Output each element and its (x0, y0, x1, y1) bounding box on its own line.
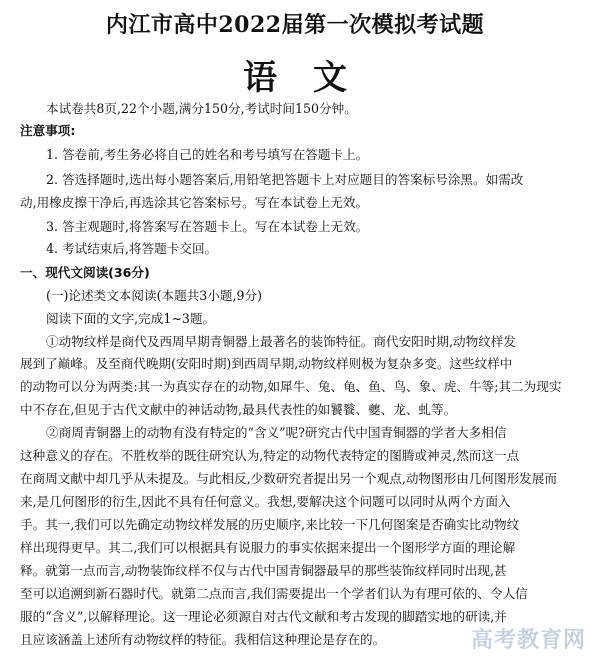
note-item-3: 3. 答主观题时,将答案写在答题卡上。写在本试卷上无效。 (46, 219, 369, 234)
section-1-heading: 一、现代文阅读(36分) (20, 265, 150, 280)
subject-title: 语文 (243, 58, 383, 98)
note-item-4: 4. 考试结束后,将答题卡交回。 (46, 241, 218, 256)
passage-line: ②商周青铜器上的动物有没有特定的“含义”呢?研究古代中国青铜器的学者大多相信 (46, 425, 507, 440)
passage-line: 在商周文献中却几乎从未提及。与此相反,少数研究者提出另一个观点,动物图形由几何图形发展而 (20, 471, 557, 486)
note-item-2-line-2: 动,用橡皮擦干净后,再选涂其它答案标号。写在本试卷上无效。 (20, 195, 369, 210)
notes-heading: 注意事项: (20, 123, 76, 138)
exam-intro: 本试卷共8页,22个小题,满分150分,考试时间150分钟。 (46, 101, 357, 116)
passage-line: 展到了巅峰。及至商代晚期(安阳时期)到西周早期,动物纹样则极为复杂多变。这些纹样中 (20, 356, 513, 371)
note-item-2-line-1: 2. 答选择题时,选出每小题答案后,用铅笔把答题卡上对应题目的答案标号涂黑。如需改 (46, 172, 524, 187)
passage-line: 中不存在,但见于古代文献中的神话动物,最具代表性的如饕餮、夔、龙、虬等。 (20, 402, 457, 417)
passage-line: 这种意义的存在。不胜枚举的既往研究认为,特定的动物代表特定的图腾或神灵,然而这一点 (20, 448, 520, 463)
passage-line: 样出现得更早。其二,我们可以根据具有说服力的事实依据来提出一个图形学方面的理论解 (20, 540, 516, 555)
passage-line: 手。其一,我们可以先确定动物纹样发展的历史顺序,来比较一下几何图案是否确实比动物纹 (20, 517, 520, 532)
passage-line: 且应该涵盖上述所有动物纹样的特征。我相信这种理论是存在的。 (20, 632, 386, 647)
exam-title: 内江市高中2022届第一次模拟考试题 (105, 12, 485, 38)
passage-line: 来,是几何图形的衍生,因此不具有任何意义。我想,要解决这个问题可以同时从两个方面入 (20, 494, 511, 509)
passage-line: ①动物纹样是商代及西周早期青铜器上最著名的装饰特征。商代安阳时期,动物纹样发 (46, 334, 516, 349)
passage-line: 服的“含义”,以解释理论。这一理论必须源自对古代文献和考古发现的脚踏实地的研读,并 (20, 609, 507, 624)
section-1-subheading: (一)论述类文本阅读(本题共3小题,9分) (46, 288, 262, 303)
watermark: 高考教育网 (470, 628, 586, 653)
note-item-1: 1. 答卷前,考生务必将自己的姓名和考号填写在答题卡上。 (46, 147, 369, 162)
passage-line: 释。就第一点而言,动物装饰纹样不仅与古代中国青铜器最早的那些装饰纹样同时出现,甚 (20, 563, 507, 578)
reading-instruction: 阅读下面的文字,完成1~3题。 (46, 311, 216, 326)
passage-line: 至可以追溯到新石器时代。就第二点而言,我们需要提出一个学者们认为有理可依的、令人信 (20, 586, 528, 601)
passage-line: 的动物可以分为两类:其一为真实存在的动物,如犀牛、兔、龟、鱼、鸟、象、虎、牛等;其二为现实 (20, 379, 562, 394)
